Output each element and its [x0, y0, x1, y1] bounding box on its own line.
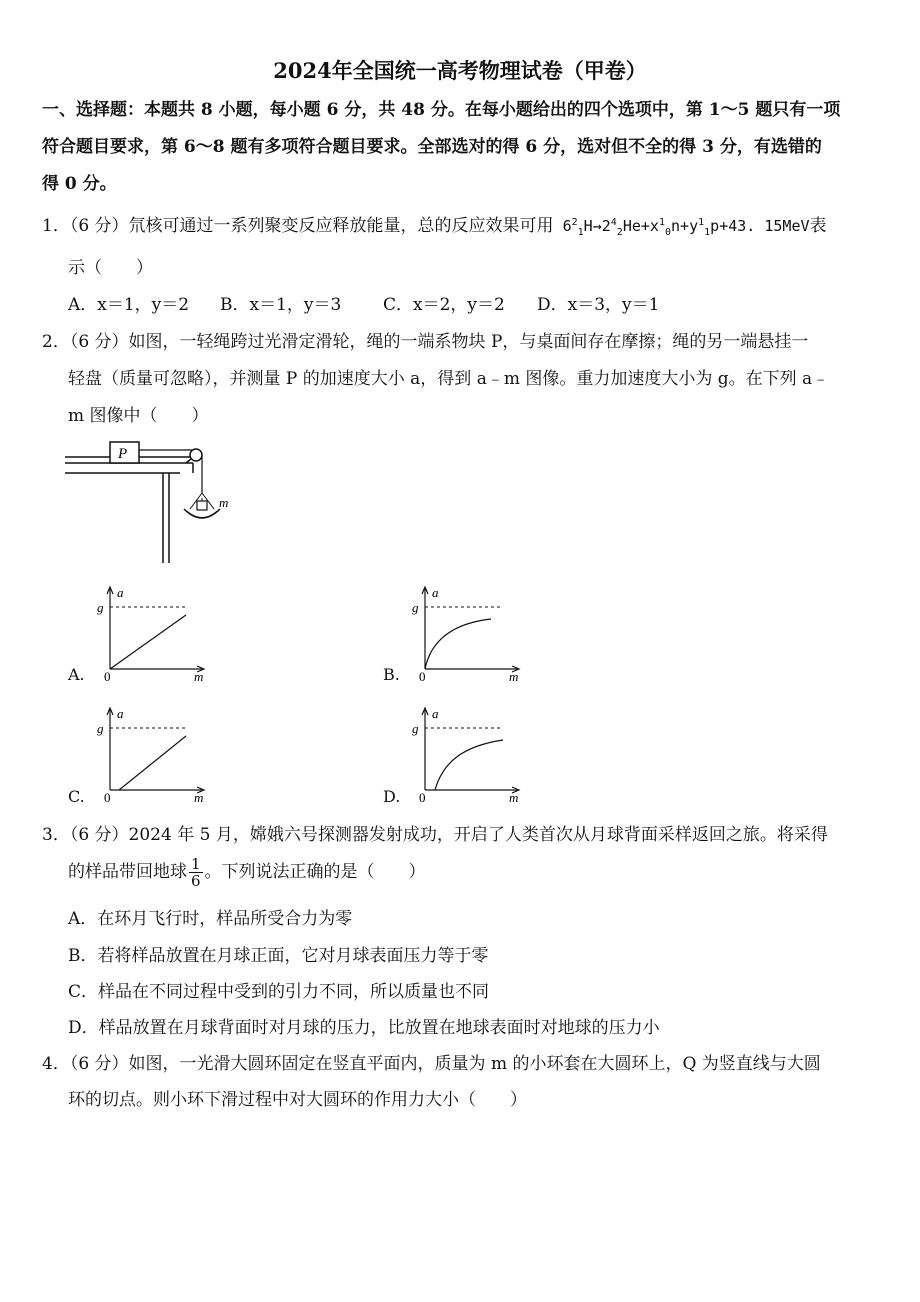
svg-text:g: g	[97, 721, 104, 736]
q4-stem-line-1: 4．（6 分）如图，一光滑大圆环固定在竖直平面内，质量为 m 的小环套在大圆环上，Q 为竖直线与大圆	[42, 1054, 821, 1074]
graph-a-curve	[110, 615, 186, 669]
q1-stem: 1．（6 分）氘核可通过一系列聚变反应释放能量，总的反应效果可用	[42, 216, 554, 236]
q1-option-c: C．x＝2，y＝2	[383, 295, 505, 315]
q4-stem-line-2: 环的切点。则小环下滑过程中对大圆环的作用力大小（ ）	[68, 1090, 527, 1110]
svg-text:g: g	[412, 721, 419, 736]
svg-text:0: 0	[104, 790, 111, 804]
graph-b-curve	[425, 619, 491, 669]
q3-stem-line-1: 3．（6 分）2024 年 5 月，嫦娥六号探测器发射成功，开启了人类首次从月球背面采样返回之旅。将采得	[42, 825, 828, 845]
q1-option-d: D．x＝3，y＝1	[537, 295, 660, 315]
q2-option-a-label: A.	[68, 665, 85, 684]
section-instruction-line-3: 得 0 分。	[42, 174, 117, 194]
q3-option-b: B．若将样品放置在月球正面，它对月球表面压力等于零	[68, 946, 489, 966]
q3-fraction: $\frac{1}{6}$	[191, 855, 201, 890]
q3-option-c: C．样品在不同过程中受到的引力不同，所以质量也不同	[68, 982, 490, 1002]
q1-stem-line-2: 示（ ）	[68, 258, 153, 278]
svg-text:0: 0	[419, 669, 426, 683]
svg-text:a: a	[117, 706, 124, 721]
svg-text:0: 0	[419, 790, 426, 804]
block-p-label: P	[118, 446, 128, 462]
svg-text:m: m	[509, 669, 519, 683]
q2-stem-line-2: 轻盘（质量可忽略），并测量 P 的加速度大小 a，得到 a﹣m 图像。重力加速度大小为 g。在下列 a﹣	[68, 369, 830, 389]
page-title: 2024年全国统一高考物理试卷（甲卷）	[273, 58, 647, 83]
q1-option-a: A．x＝1，y＝2	[68, 295, 190, 315]
section-instruction-line-1: 一、选择题：本题共 8 小题，每小题 6 分，共 48 分。在每小题给出的四个选项中，第 1～5 题只有一项	[42, 100, 841, 120]
svg-text:a: a	[117, 585, 124, 600]
svg-text:g: g	[412, 600, 419, 615]
svg-text:m: m	[194, 669, 204, 683]
q3-option-d: D．样品放置在月球背面时对月球的压力，比放置在地球表面时对地球的压力小	[68, 1018, 660, 1038]
q3-stem-line-2: 的样品带回地球 $\frac{1}{6}$ 。下列说法正确的是（ ）	[68, 855, 426, 890]
graph-c-curve	[119, 736, 186, 790]
weight	[197, 501, 207, 510]
q2-graph-b	[405, 583, 535, 683]
q2-graph-d	[405, 704, 535, 804]
q2-pulley-apparatus-figure	[60, 435, 250, 565]
svg-text:a: a	[432, 585, 439, 600]
svg-text:m: m	[194, 790, 204, 804]
svg-text:a: a	[432, 706, 439, 721]
q2-stem-line-3: m 图像中（ ）	[68, 406, 209, 426]
svg-text:0: 0	[104, 669, 111, 683]
q2-option-d-label: D.	[383, 787, 401, 806]
q2-option-c-label: C.	[68, 787, 85, 806]
section-instruction-line-2: 符合题目要求，第 6～8 题有多项符合题目要求。全部选对的得 6 分，选对但不全的得 3 分，有选错的	[42, 137, 822, 157]
q1-option-b: B．x＝1，y＝3	[220, 295, 342, 315]
q2-graph-c	[90, 704, 220, 804]
q1-reaction-formula: $6^2_1H\to 2^4_2He+x^1_0n+y^1_1p+43$. 15MeV	[562, 217, 810, 238]
q3-option-a: A．在环月飞行时，样品所受合力为零	[68, 909, 353, 929]
pulley	[190, 449, 202, 461]
svg-text:g: g	[97, 600, 104, 615]
question-1: 1．（6 分）氘核可通过一系列聚变反应释放能量，总的反应效果可用 $6^2_1H\to 2^4_2He+x^1_0n+y^1_1p+43$. 15MeV表	[42, 216, 827, 238]
svg-text:m: m	[509, 790, 519, 804]
graph-d-curve	[435, 740, 503, 790]
q2-stem-line-1: 2．（6 分）如图，一轻绳跨过光滑定滑轮，绳的一端系物块 P，与桌面间存在摩擦；绳的另一端悬挂一	[42, 332, 809, 352]
q2-graph-a	[90, 583, 220, 683]
mass-label: m	[219, 495, 229, 510]
q2-option-b-label: B.	[383, 665, 400, 684]
